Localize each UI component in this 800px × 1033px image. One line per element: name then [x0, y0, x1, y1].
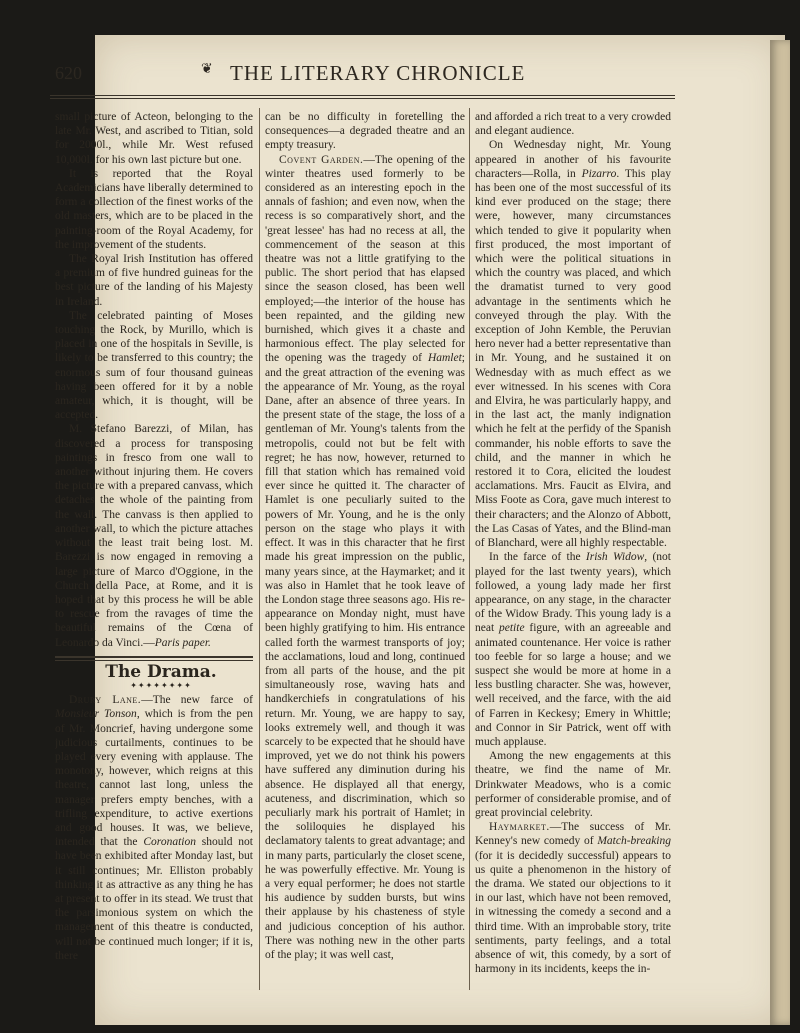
section-flourish: ✦✦✦✦✦✦✦✦	[130, 680, 192, 690]
italic-word: petite	[499, 622, 525, 635]
theatre-name: Covent Garden.	[279, 153, 364, 166]
column-rule	[259, 108, 260, 990]
running-title: THE LITERARY CHRONICLE	[230, 61, 526, 85]
paragraph	[265, 153, 465, 963]
play-title: Match-breaking	[597, 835, 671, 848]
paragraph: The celebrated painting of Moses touching the Rock, by Murillo, which is placed in one of the hospitals in Seville, is likely to be transferred to this country; the enormous sum of four thousand guineas having been offered for it by a noble amateur, which, it is thought, will be accepted.	[55, 309, 253, 422]
column-rule	[469, 108, 470, 990]
source-citation: Paris paper.	[154, 636, 211, 649]
paragraph-text: On Wednesday night, Mr. Young appeared in another of his favourite characters—Rolla, in	[475, 139, 671, 180]
paragraph: can be no difficulty in foretelling the consequences—a degraded theatre and an empty treasury.	[265, 111, 465, 152]
paragraph: small picture of Acteon, belonging to the late Mr. West, and ascribed to Titian, sold for 2000l., while Mr. West refused 10,000l. for his own last picture but one.	[55, 111, 253, 166]
paragraph: The Royal Irish Institution has offered a premium of five hundred guineas for the best picture of the landing of his Majesty in Ireland.	[55, 253, 253, 308]
paragraph-text: should not have been exhibited after Monday last, but it still continues; Mr. Elliston probably thinking it as attractive as any thing he has at present to offer in its stead. We trust that the parsimonious system on which the management of this theatre is conducted, will not be continued much longer; if it is, there	[55, 836, 253, 962]
theatre-name: Haymarket.	[489, 821, 550, 834]
paragraph: It is reported that the Royal Academicians have liberally determined to form a collection of the finest works of the old masters, which are to be placed in the painting-room of the Royal Academy, for the improvement of the students.	[55, 167, 253, 251]
paragraph	[475, 550, 671, 749]
paragraph-text: M. Stefano Barezzi, of Milan, has discovered a process for transposing paintings in fresco from one wall to another without injuring them. He covers the picture with a prepared canvass, which detaches the whole of the painting from the wall. The canvass is then applied to another wall, to which the picture attaches without the least trait being lost. M. Barezzi is now engaged in removing a large picture of Marco d'Oggione, in the Church della Pace, at Rome, and it is hoped that by this process he will be able to rescue from the ravages of time the beautiful remains of the Cœna of Leonardo da Vinci.—	[55, 423, 253, 649]
column-2	[265, 110, 465, 990]
section-title: The Drama.	[105, 661, 217, 682]
paragraph	[55, 693, 253, 963]
paragraph: and afforded a rich treat to a very crowded and elegant audience.	[475, 111, 671, 138]
paragraph	[55, 422, 253, 649]
paragraph-text: ; and the great attraction of the evening was the appearance of Mr. Young, as the royal Dane, after an absence of three years. In the present state of the stage, the loss of a gentleman of Mr. Young's talents from the metropolis, could not but be felt with regret; he has now, however, returned to fill that station which has remained void ever since he quitted it. The character of Hamlet is one peculiarly suited to the powers of Mr. Young, and he is the only person on the stage who plays it with effect. It was in this character that he first made his great impression on the public, many years since, at the Haymarket; and it was also in Hamlet that he took leave of the London stage three seasons ago. His re-appearance on Monday night, must have been highly gratifying to him. His entrance called forth the warmest transports of joy; the acclamations, loud and long, continued from all parts of the house, and the pit simultaneously rose, waving hats and handkerchiefs in congratulations of his return. Mr. Young, we are happy to say, looks extremely well, and though it was scarcely to be expected that he should have improved, yet we do not think his powers have suffered any diminution during his absence. He displayed all that energy, acuteness, and discrimination, which so peculiarly mark his portrait of Hamlet; in the soliloquies he displayed his declamatory talents to great advantage; and in many parts, particularly the closet scene, he was powerfully effective. Mr. Young is a very equal performer; he does not startle his audience by sudden bursts, but wins their applause by his chasteness of style and judicious conception of his author. There was nothing new in the other parts of the play; it was well cast,	[265, 352, 465, 961]
paragraph	[475, 820, 671, 976]
page-number: 620	[55, 63, 82, 83]
theatre-name: Drury Lane.	[69, 694, 142, 707]
play-title: Pizarro	[581, 167, 617, 180]
paragraph-text: , (not played for the last twenty years), which followed, a young lady made her first appearance, on any stage, in the character of the Widow Brady. This young lady is a neat	[475, 551, 671, 635]
column-1	[55, 110, 253, 990]
adjacent-page-edge	[770, 40, 790, 1025]
paragraph-text: In the farce of the	[489, 551, 586, 564]
paragraph-text: . This play has been one of the most successful of its kind ever produced on the stage; there were, however, many circumstances which tended to give it popularity when first produced, the most important of which were the political situations in which the country was placed, and which the dramatist turned to very good advantage in the sentiments which he conveyed through the play. With the exception of John Kemble, the Peruvian hero never had a better representative than in Mr. Young, and he sustained it on Wednesday with as much effect as we ever witnessed. In his scenes with Cora and Elvira, he was particularly happy, and in the last act, the manly indignation which he felt at the perfidy of the Spanish commander, his noble efforts to save the child, and the manner in which he restored it to Cora, elicited the loudest acclamations. Mrs. Faucit as Elvira, and Miss Foote as Cora, gave much interest to their characters; and the Alonzo of Abbott, the Las Casas of Yates, and the Blind-man of Blanchard, were all highly respectable.	[475, 167, 671, 550]
paragraph-text: —The new farce of	[141, 694, 253, 707]
paragraph-text: —The success of Mr. Kenney's new comedy of	[475, 821, 671, 848]
play-title: Irish Widow	[585, 551, 645, 564]
play-title: Coronation	[143, 836, 196, 849]
paragraph-text: figure, with an agreeable and animated countenance. Her voice is rather too feeble for so large a house; and we suspect she would be more at home in a less bustling character. She was, however, well received, and the farce, with the aid of Farren in Keckesy; Emery in Whittle; and Connor in Sir Patrick, went off with much applause.	[475, 622, 671, 748]
section-rule	[55, 656, 253, 661]
paragraph-text: , which is from the pen of Mr. Moncrief, having undergone some judicious curtailments, continues to be played every evening with applause. The monotony, however, which reigns at this theatre, cannot last long, unless the manager prefers empty benches, with a trifling expenditure, to active exertions and good houses. It was, we believe, intended that the	[55, 708, 253, 849]
header-ornament-icon: ❦	[201, 61, 213, 77]
paragraph	[475, 138, 671, 550]
page-header	[55, 55, 670, 91]
header-rule	[50, 95, 675, 99]
play-title: Hamlet	[427, 352, 462, 365]
paragraph: Among the new engagements at this theatre, we find the name of Mr. Drinkwater Meadows, who is a comic performer of considerable promise, and of great provincial celebrity.	[475, 750, 671, 819]
column-3	[475, 110, 671, 990]
play-title: Monsieur Tonson	[55, 708, 137, 721]
paragraph-text: —The opening of the winter theatres used formerly to be considered as an interesting epoch in the annals of fashion; and even now, when the recess is so comparatively short, and the 'great lessee' has had no recess at all, the commencement of the season at this theatre was not a little gratifying to the public. The short period that has elapsed since the season closed, has been well employed;—the interior of the house has been repainted, and the gilding new burnished, which gives it a chaste and harmonious effect. The play selected for the opening was the tragedy of	[265, 153, 465, 365]
paragraph-text: (for it is decidedly successful) appears to us quite a phenomenon in the history of the drama. We stated our objections to it in our last, which have not been removed, in witnessing the comedy a second and a third time. With an improbable story, trite sentiments, party feelings, and a total absence of wit, this comedy, by a sort of harmony in its incidents, keeps the in-	[475, 849, 671, 976]
